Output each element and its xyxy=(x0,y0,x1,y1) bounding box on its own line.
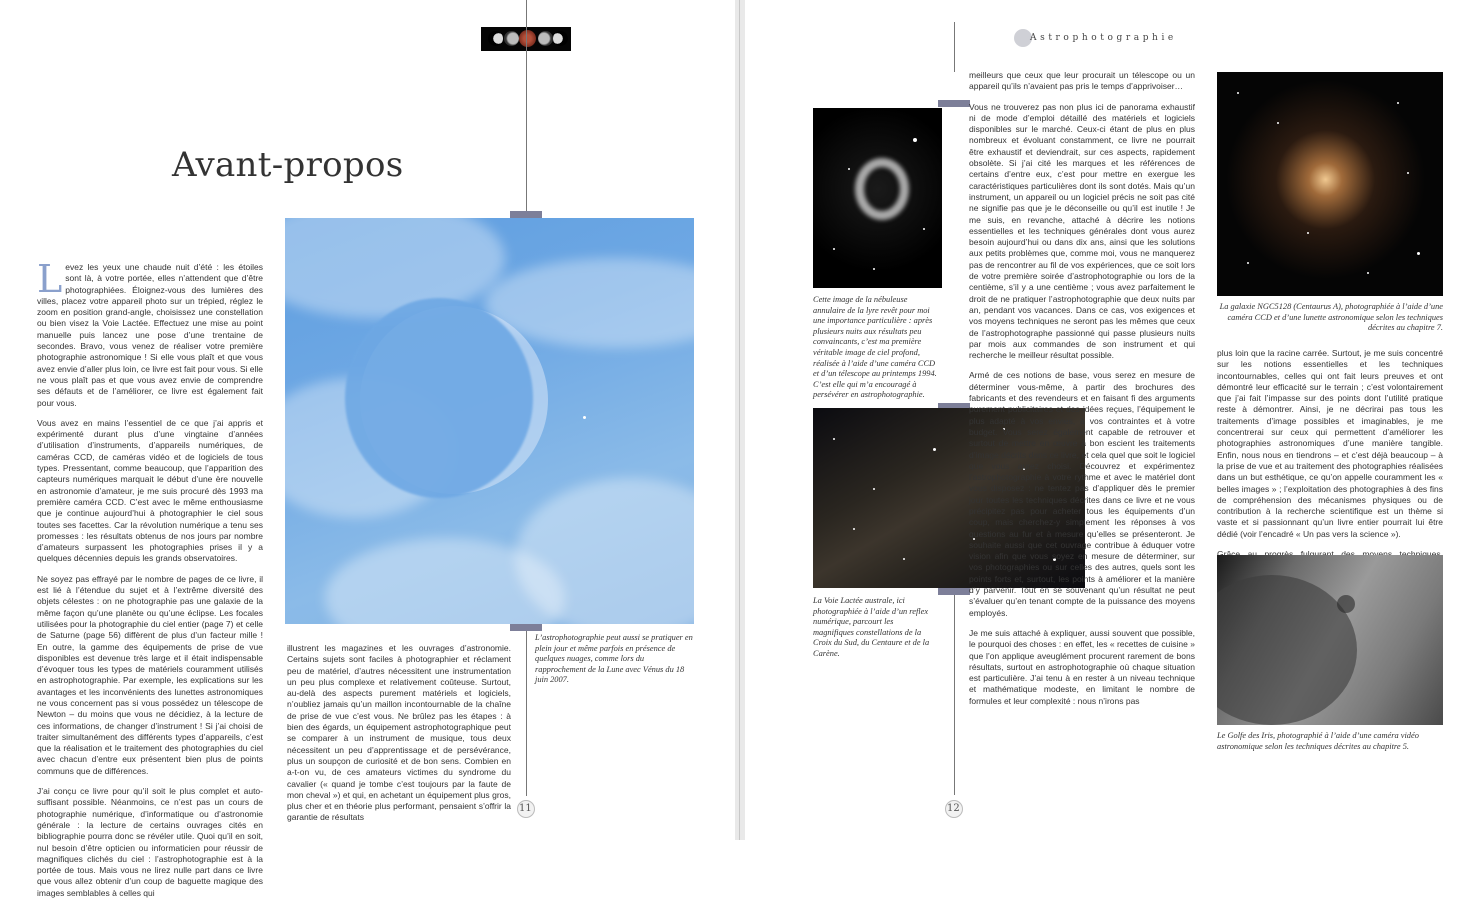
paragraph: Je me suis attaché à expliquer, aussi souvent que possible, le pourquoi des choses : en effet, les « recettes de cuisine » que l’on applique aveuglément procurent rarement de bons résultats, surtout en astrophotographie où chaque situation est particulière. J’ai tenu à en rester à un niveau technique et mathématique modeste, en limitant le nombre de formules et leur complexité : nous n’irons pas xyxy=(969,627,1195,706)
vertical-rule xyxy=(526,0,527,211)
moon-partial-icon xyxy=(538,31,553,46)
lyra-caption: Cette image de la nébuleuse annulaire de la lyre revêt pour moi une importance particulière : après plusieurs nuits aux résultats peu convaincants, c’est ma première véritable image de ciel profond, réalisée à l’aide d’une caméra CCD et d’un télescope au printemps 1994. C’est elle qui m’a encouragé à persévérer en astrophotographie. xyxy=(813,295,937,400)
left-page xyxy=(0,0,735,898)
vertical-rule xyxy=(526,631,527,796)
galaxy-caption: La galaxie NGC5128 (Centaurus A), photographiée à l’aide d’une caméra CCD et d’une lunette astronomique selon les techniques décrites au chapitre 7. xyxy=(1219,302,1443,333)
vertical-rule xyxy=(954,595,955,795)
paragraph: J’ai conçu ce livre pour qu’il soit le plus complet et auto-suffisant possible. Néanmoins, ce n’est pas un cours de photographie numérique, d’informatique ou d’astronomie générale : la lecture de certains ouvrages cités en bibliographie pourra donc se révéler utile. Quoi qu’il en soit, nul besoin d’être opticien ou informaticien pour réussir de magnifiques clichés du ciel : l’astrophotographie est à la portée de tous. Mais vous ne lirez nulle part dans ce livre que vous allez obtenir d’un coup de baguette magique des images semblables à celles qui xyxy=(37,786,263,898)
milky-way-caption: La Voie Lactée australe, ici photographiée à l’aide d’un reflex numérique, parcourt les magnifiques constellations de la Croix du Sud, du Centaure et de la Carène. xyxy=(813,596,930,658)
bay-of-rainbows xyxy=(1217,575,1357,725)
venus-point xyxy=(583,416,586,419)
page-title: Avant-propos xyxy=(172,145,404,185)
section-tab xyxy=(938,588,970,595)
section-tab xyxy=(510,211,542,218)
page-number: 12 xyxy=(947,803,960,814)
paragraph: illustrent les magazines et les ouvrages d’astronomie. Certains sujets sont faciles à photographier et réclament peu de matériel, d’autres nécessitent une instrumentation un peu plus complexe et relativement coûteuse. Surtout, au-delà des aspects purement matériels et logiciels, n’oubliez jamais qu’un maillon incontournable de la chaîne de prise de vue c’est vous. Ne brûlez pas les étapes : à bien des égards, un équipement astrophotographique peut se comparer à un instrument de musique, tous deux nécessitent un peu d’apprentissage et de persévérance, plus un soupçon de curiosité et de bon sens. Combien en a-t-on vu, de ces amateurs victimes du syndrome du cavalier (« quand je tombe c’est toujours par la faute de mon cheval ») et qui, en achetant un équipement plus gros, plus cher et en théorie plus performant, pensaient s’offrir la garantie de résultats xyxy=(287,643,511,823)
book-gutter xyxy=(735,0,745,840)
paragraph: plus loin que la racine carrée. Surtout, je me suis concentré sur les notions essentielles et les techniques incontournables, celles qui ont fait leurs preuves et ont démontré leur efficacité sur le terrain ; c’est volontairement que j’ai fait l’impasse sur des points dont l’utilité pratique reste à démontrer. Ainsi, je ne décrirai pas tous les traitements d’image possibles et imaginables, je me concentrerai sur ceux qui permettent d’améliorer les photographies astronomiques d’une manière tangible. Enfin, nous nous en tiendrons – et c’est déjà beaucoup – à la prise de vue et au traitement des photographies réalisées dans un but esthétique, ce qu’on appelle couramment les « belles images » ; l’exploitation des photographies à des fins de compréhension des mécanismes physiques ou de contribution à la recherche scientifique est un thème si vaste et si passionnant qu’un livre entier pourrait lui être dédié (voir l’encadré « Un pas vers la science »). xyxy=(1217,348,1443,539)
galaxy-photo xyxy=(1217,72,1443,296)
daylight-moon-photo xyxy=(285,218,694,624)
moon-crescent-icon xyxy=(488,31,503,46)
section-tab xyxy=(938,100,970,107)
paragraph: Armé de ces notions de base, vous serez en mesure de déterminer vous-même, à partir des brochures des fabricants et des revendeurs et en faisant fi des arguments purement publicitaires et des idées reçues, l’équipement le plus adapté à vos envies, à vos contraintes et à votre budget. Vous serez également capable de retrouver et surtout de mettre en œuvre à bon escient les traitements d’image décrits dans ce livre, et cela quel que soit le logiciel que vous aurez choisi. Découvrez et expérimentez l’astrophotographie à votre rythme et avec le matériel dont vous disposez : ne tentez pas d’appliquer dès le premier jour toutes les techniques décrites dans ce livre et ne vous précipitez pas pour acheter tous les équipements d’un coup, mais cherchez-y simplement les réponses à vos questions au fur et à mesure qu’elles se présenteront. Je souhaite aussi que cet ouvrage contribue à éduquer votre vision afin que vous soyez en mesure de déterminer, sur vos photographies ou sur celles des autres, quels sont les points forts et, surtout, les points à améliorer et la manière d’y parvenir. Tout en se souvenant qu’un résultat ne peut s’évaluer qu’en tenant compte de la puissance des moyens employés. xyxy=(969,370,1195,618)
intro-paragraph: evez les yeux une chaude nuit d’été : les étoiles sont là, à votre portée, elles n’attendent que d’être photographiées. Éloignez-vous des lumières des villes, placez votre appareil photo sur un trépied, réglez le zoom en position grand-angle, choisissez une constellation ou bien visez la Voie Lactée. Effectuez une mise au point manuelle puis lancez une pose d’une trentaine de secondes. Bravo, vous venez de réaliser votre première photographie astronomique ! Si elle vous plaît et que vous avez envie d’aller plus loin, ce livre est fait pour vous. Si elle ne vous plaît pas et que vous avez envie de comprendre ses défauts et de l’améliorer, ce livre est également fait pour vous. xyxy=(37,262,263,408)
nebula-ring xyxy=(855,158,909,220)
drop-cap: L xyxy=(37,257,63,301)
page-number: 11 xyxy=(519,803,532,814)
moon-partial-icon xyxy=(504,31,519,46)
moon-surface-photo xyxy=(1217,555,1443,725)
photo-caption: L’astrophotographie peut aussi se pratiquer en plein jour et même parfois en présence de quelques nuages, comme lors du rapprochement de la Lune avec Vénus du 18 juin 2007. xyxy=(535,633,693,685)
right-text-column-1 xyxy=(969,70,1195,716)
moon-caption: Le Golfe des Iris, photographié à l’aide d’une caméra vidéo astronomique selon les techniques décrites au chapitre 5. xyxy=(1217,731,1419,751)
paragraph: Vous ne trouverez pas non plus ici de panorama exhaustif ni de mode d’emploi détaillé des matériels et logiciels disponibles sur le marché. Ceux-ci étant de plus en plus nombreux et évoluant constamment, ce livre ne pourrait être exhaustif et deviendrait, sur ces aspects, rapidement obsolète. Si j’ai cité les marques et les références de certains d’entre eux, c’est pour mettre en exergue les caractéristiques particulières dont ils sont dotés. Mais qu’un instrument, un appareil ou un logiciel précis ne soit pas cité ne signifie pas que je le déconseille ou qu’il est inutile ! Je me suis, en revanche, attaché à décrire les notions essentielles et les techniques générales dont vous aurez besoin aujourd’hui ou dans dix ans, ainsi que les solutions aux petits problèmes que, comme moi, vous ne manquerez pas de rencontrer au fil de vos expériences, que ce soit lors de votre première soirée d’astrophotographie ou lors de la centième, s’il y a une centième ; vous avez parfaitement le droit de ne pratiquer l’astrophotographie que deux nuits par an, pendant vos vacances. Dans ce cas, vos exigences et vos moyens techniques ne seront pas les mêmes que ceux de l’astrophotographe passionné qui passe plusieurs nuits par mois aux commandes de son instrument et qui recherche le meilleur résultat possible. xyxy=(969,101,1195,361)
paragraph: Ne soyez pas effrayé par le nombre de pages de ce livre, il est lié à l’étendue du sujet et à l’extrême diversité des objets célestes : on ne photographie pas une galaxie de la même façon qu’une planète ou qu’une éclipse. Les focales utilisées pour la photographie du ciel entier (page 7) et celle de Saturne (page 56) diffèrent de plus d’un facteur mille ! En outre, la gamme des équipements de prise de vue disponibles est devenue très large et il était indispensable d’évoquer tous les types de matériels couramment utilisés en astrophotographie. Par exemple, les explications sur les avantages et les inconvénients des lunettes astronomiques ne vous concernent pas si vous possédez un télescope de Newton – du moins que vous ne décidiez, à la lecture de ces informations, de changer d’instrument ! Si j’ai choisi de traiter simultanément des différents types d’appareils, c’est que la réalisation et le traitement des photographies du ciel avec chacun d’entre eux présentent bien plus de points communs que de différences. xyxy=(37,573,263,776)
running-head: Astrophotographie xyxy=(1030,33,1177,43)
paragraph: Vous avez en mains l’essentiel de ce que j’ai appris et expérimenté durant plus d’une vingtaine d’années d’utilisation d’instruments, d’appareils numériques, de caméras CCD, de caméras vidéo et de logiciels de tous types. Pressentant, comme beaucoup, que l’apparition des capteurs numériques marquait le début d’une ère nouvelle en astronomie d’amateur, je me suis procuré dès 1993 ma première caméra CCD. C’est avec le même enthousiasme que je continue aujourd’hui à photographier le ciel sous toutes ses facettes. Car la révolution numérique a tenu ses promesses : les résultats obtenus de nos jours par nombre d’amateurs surpassent les photographies prises il y a quelques décennies depuis les grands observatoires. xyxy=(37,417,263,564)
vertical-rule xyxy=(954,22,955,72)
middle-text-column xyxy=(287,643,511,833)
left-text-column xyxy=(37,257,263,908)
paragraph: meilleurs que ceux que leur procurait un télescope ou un appareil qu’ils n’avaient pas pris le temps d’apprivoiser… xyxy=(969,70,1195,92)
moon-eclipse-icon xyxy=(519,30,536,47)
moon-crescent-icon xyxy=(553,31,568,46)
ring-nebula-photo xyxy=(813,108,942,288)
section-tab xyxy=(510,624,542,631)
